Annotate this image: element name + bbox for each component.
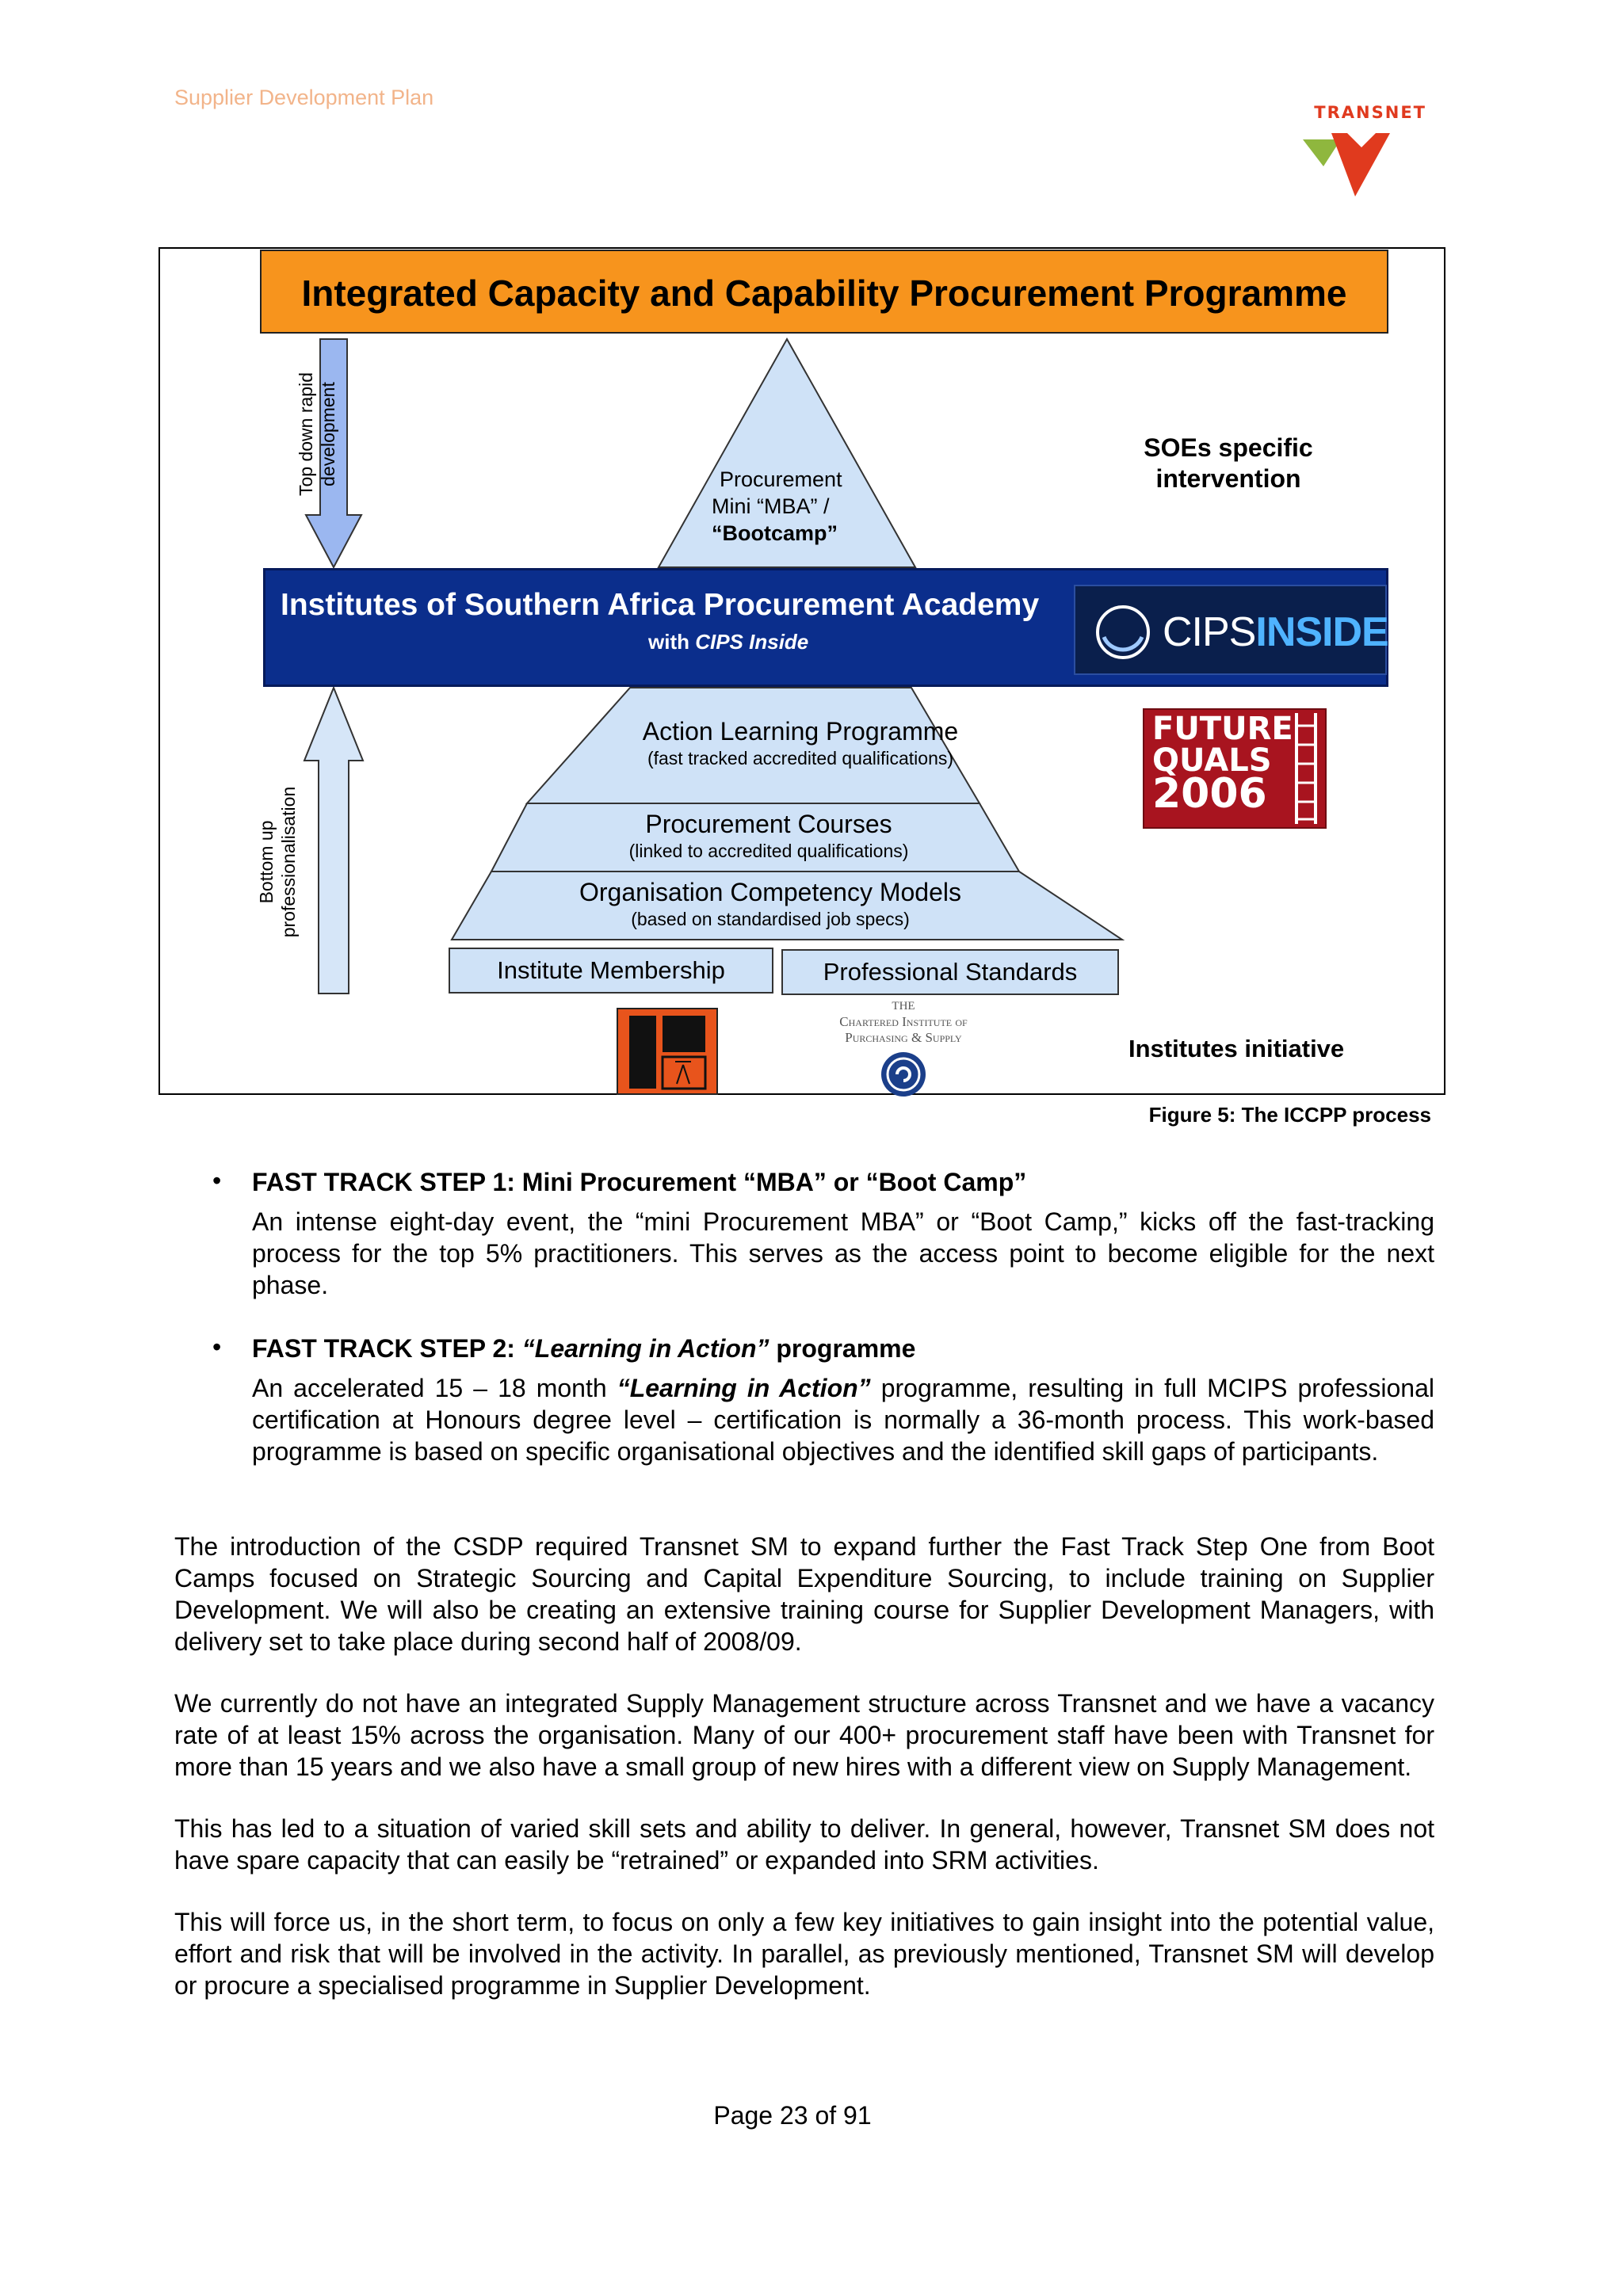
apex-label-line3: “Bootcamp”	[712, 521, 838, 545]
bullet-1-heading: FAST TRACK STEP 1: Mini Procurement “MBA” or “Boot Camp”	[252, 1168, 1027, 1196]
top-arrow-label-line2: development	[318, 382, 338, 486]
body-paragraphs	[174, 1531, 1434, 2001]
tier3-subtitle: (based on standardised job specs)	[631, 909, 910, 929]
apex-label-line2: Mini “MBA” /	[712, 494, 830, 518]
academy-subtitle-prefix: with	[648, 630, 696, 654]
cips-inside-logo	[1074, 585, 1387, 675]
bullet-item	[208, 1333, 1434, 1467]
future-quals-line1: FUTURE	[1152, 711, 1293, 747]
bottom-arrow-label-line2: professionalisation	[278, 786, 299, 938]
future-quals-logo	[1143, 708, 1327, 829]
tier1-subtitle: (fast tracked accredited qualifications)	[647, 748, 954, 769]
institutes-initiative-label: Institutes initiative	[1128, 1035, 1345, 1062]
chartered-institute-line1: THE	[892, 1000, 915, 1013]
bullet-2-body-b: “Learning in Action”	[617, 1374, 871, 1402]
paragraph: The introduction of the CSDP required Transnet SM to expand further the Fast Track Step One from Boot Camps focused on Strategic Sourcing and Capital Expenditure Sourcing, to include training on Supplier Development. We will also be creating an extensive training course for Supplier Development Managers, with delivery set to take place during second half of 2008/09.	[174, 1532, 1434, 1656]
top-arrow-label-line1: Top down rapid	[296, 372, 316, 496]
tier2-text	[571, 810, 967, 862]
future-quals-line3: 2006	[1152, 770, 1267, 818]
academy-subtitle-emphasis: CIPS Inside	[695, 630, 809, 654]
soes-label-line2: intervention	[1155, 464, 1301, 493]
apex-label	[712, 466, 842, 547]
paragraph: This will force us, in the short term, to focus on only a few key initiatives to gain insight into the potential value, effort and risk that will be involved in the activity. In parallel, as previously mentioned, Transnet SM will develop or procure a specialised programme in Supplier Development.	[174, 1908, 1434, 2000]
ladder-icon	[1290, 710, 1322, 827]
cips-crest-icon	[880, 1051, 927, 1098]
bullet-2-body	[252, 1372, 1434, 1467]
top-arrow-label	[295, 347, 339, 521]
bullet-list	[208, 1166, 1434, 1467]
transnet-logo-text: TRANSNET	[1314, 103, 1426, 122]
bullet-2-heading	[252, 1333, 1434, 1364]
institute-membership-box: Institute Membership	[449, 948, 773, 994]
bullet-2-heading-b: “Learning in Action”	[521, 1334, 769, 1363]
institute-logo	[617, 1008, 718, 1095]
tier2-title: Procurement Courses	[645, 810, 892, 838]
tier1-title: Action Learning Programme	[642, 717, 959, 746]
future-quals-line2: QUALS	[1152, 742, 1272, 779]
paragraph: This has led to a situation of varied skill sets and ability to deliver. In general, however, Transnet SM does not have spare capacity that can easily be “retrained” or expanded into SRM activities.	[174, 1814, 1434, 1875]
bullet-dot-icon: •	[212, 1166, 222, 1195]
soes-label	[1109, 433, 1347, 494]
diagram-shapes	[0, 0, 1623, 1109]
cips-logo-text-a: CIPS	[1163, 609, 1256, 655]
document-header-title: Supplier Development Plan	[174, 86, 434, 109]
academy-title: Institutes of Southern Africa Procurement Academy	[281, 588, 1040, 622]
page-number: Page 23 of 91	[713, 2101, 872, 2130]
bottom-up-arrow-icon	[304, 688, 363, 994]
bullet-1-body: An intense eight-day event, the “mini Procurement MBA” or “Boot Camp,” kicks off the fast-tracking process for the top 5% practitioners. This serves as the access point to become eligible for the next phase.	[252, 1207, 1434, 1299]
programme-banner: Integrated Capacity and Capability Procurement Programme	[260, 250, 1388, 334]
bullet-2-body-c: programme, resulting in full MCIPS professional certification at Honours degree level – certification is normally a 36-month process. This work-based programme is based on specific organisational objectives and the identified skill gaps of participants.	[252, 1374, 1435, 1466]
bullet-2-heading-c: programme	[769, 1334, 916, 1363]
tier2-subtitle: (linked to accredited qualifications)	[628, 841, 909, 861]
bullet-dot-icon: •	[212, 1333, 222, 1361]
bullet-2-body-a: An accelerated 15 – 18 month	[252, 1374, 617, 1402]
tier1-text	[602, 717, 999, 769]
academy-subtitle	[648, 630, 808, 654]
apex-label-line1: Procurement	[720, 467, 842, 491]
institute-emblem-icon	[618, 1009, 716, 1093]
chartered-institute-line2: Chartered Institute of	[839, 1014, 968, 1029]
bottom-arrow-label-line1: Bottom up	[256, 820, 277, 904]
chartered-institute-logo	[800, 998, 1006, 1103]
tier3-title: Organisation Competency Models	[579, 878, 961, 906]
bullet-2-heading-a: FAST TRACK STEP 2:	[252, 1334, 522, 1363]
paragraph: We currently do not have an integrated Supply Management structure across Transnet and we have a vacancy rate of at least 15% across the organisation. Many of our 400+ procurement staff have been with Transnet for more than 15 years and we also have a small group of new hires with a different view on Supply Management.	[174, 1689, 1434, 1781]
soes-label-line1: SOEs specific	[1144, 433, 1313, 462]
cips-logo-text-b: INSIDE	[1255, 609, 1388, 655]
chartered-institute-line3: Purchasing & Supply	[845, 1030, 962, 1045]
professional-standards-box: Professional Standards	[781, 949, 1119, 995]
figure-caption: Figure 5: The ICCPP process	[1148, 1103, 1431, 1127]
bullet-item	[208, 1166, 1434, 1301]
tier3-text	[572, 878, 968, 930]
bottom-arrow-label	[255, 759, 300, 965]
cips-globe-icon	[1093, 601, 1156, 664]
